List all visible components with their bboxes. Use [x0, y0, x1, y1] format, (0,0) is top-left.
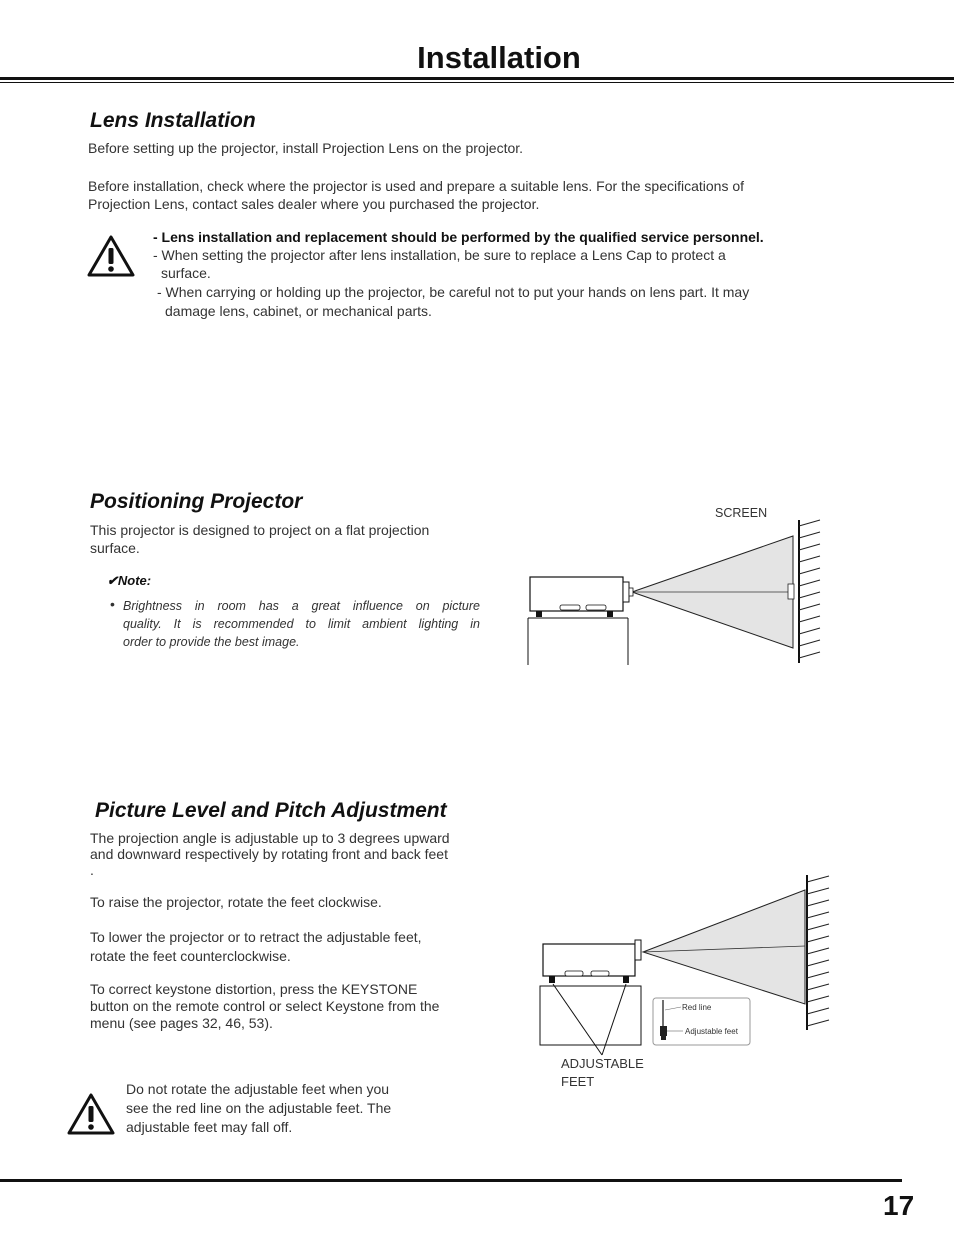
picture-level-p4-line2: button on the remote control or select Keystone from the	[90, 998, 440, 1014]
positioning-diagram	[520, 500, 840, 670]
caution-line3: adjustable feet may fall off.	[126, 1119, 293, 1135]
lens-installation-heading: Lens Installation	[90, 109, 256, 132]
adjustable-feet-label-line2: FEET	[561, 1074, 595, 1089]
picture-level-p1-line1: The projection angle is adjustable up to 3 degrees upward	[90, 830, 450, 846]
note-label: ✔Note:	[107, 573, 152, 588]
positioning-body-line1: This projector is designed to project on a flat projection	[90, 522, 430, 538]
note-bullet: •	[110, 596, 115, 612]
picture-level-p3-line1: To lower the projector or to retract the adjustable feet,	[90, 929, 422, 945]
note-line1: Brightness in room has a great influence on picture	[123, 599, 480, 613]
note-line3: order to provide the best image.	[123, 635, 300, 649]
lens-installation-para1: Before setting up the projector, install Projection Lens on the projector.	[88, 140, 524, 156]
picture-level-p4-line1: To correct keystone distortion, press the KEYSTONE	[90, 981, 418, 997]
red-line-label: Red line	[682, 1003, 712, 1012]
header-rule	[0, 77, 954, 80]
footer-rule	[0, 1179, 902, 1182]
lens-installation-para2-line1: Before installation, check where the projector is used and prepare a suitable lens. For the specifications of	[88, 178, 745, 194]
lens-warning-item1-line2: surface.	[161, 265, 211, 281]
lens-warning-item2-line2: damage lens, cabinet, or mechanical parts.	[165, 303, 432, 319]
caution-line2: see the red line on the adjustable feet. The	[126, 1100, 392, 1116]
note-line2: quality. It is recommended to limit ambient lighting in	[123, 617, 480, 631]
picture-level-p3-line2: rotate the feet counterclockwise.	[90, 948, 291, 964]
pitch-adjustment-diagram	[535, 870, 845, 1095]
picture-level-heading: Picture Level and Pitch Adjustment	[95, 799, 447, 822]
lens-warning-bold: - Lens installation and replacement should be performed by the qualified service personnel.	[153, 229, 764, 245]
picture-level-p1-line3: .	[90, 862, 94, 878]
picture-level-p4-line3: menu (see pages 32, 46, 53).	[90, 1015, 273, 1031]
page-title: Installation	[417, 40, 581, 75]
lens-installation-para2-line2: Projection Lens, contact sales dealer where you purchased the projector.	[88, 196, 540, 212]
warning-icon	[86, 234, 136, 278]
caution-icon	[66, 1092, 116, 1136]
screen-label: SCREEN	[715, 506, 768, 520]
adjustable-feet-label-line1: ADJUSTABLE	[561, 1056, 644, 1071]
adjustable-feet-small-label: Adjustable feet	[685, 1027, 738, 1036]
positioning-body-line2: surface.	[90, 540, 140, 556]
picture-level-p1-line2: and downward respectively by rotating front and back feet	[90, 846, 448, 862]
page-number: 17	[883, 1190, 915, 1221]
lens-warning-item1-line1: - When setting the projector after lens installation, be sure to replace a Lens Cap to protect a	[153, 247, 726, 263]
lens-warning-item2-line1: - When carrying or holding up the projector, be careful not to put your hands on lens part. It may	[157, 284, 750, 300]
header-rule-thin	[0, 82, 954, 83]
positioning-heading: Positioning Projector	[90, 490, 303, 513]
caution-line1: Do not rotate the adjustable feet when you	[126, 1081, 390, 1097]
picture-level-p2: To raise the projector, rotate the feet clockwise.	[90, 894, 382, 910]
